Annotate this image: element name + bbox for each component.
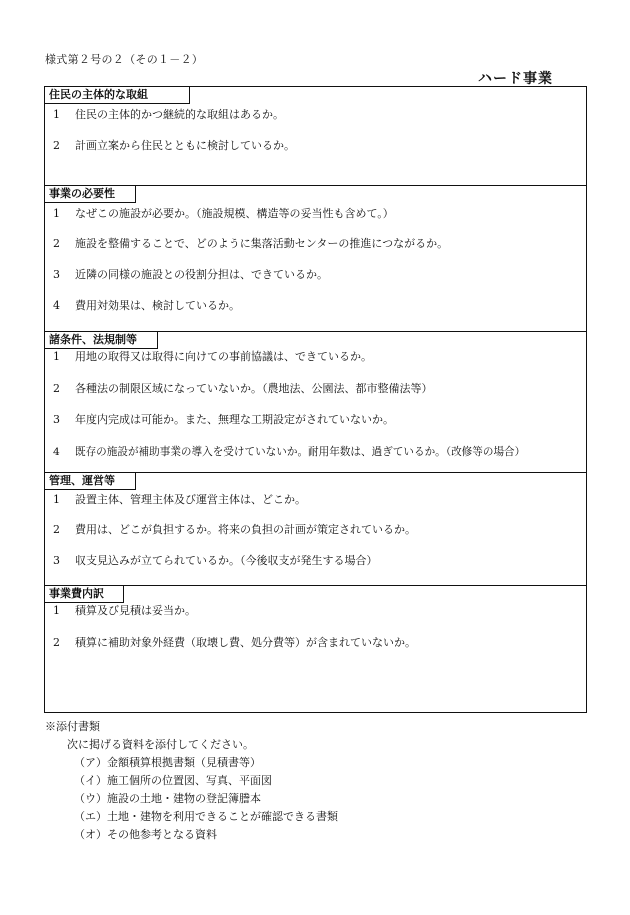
item-number: 1 — [53, 108, 60, 121]
item-text: 計画立案から住民とともに検討しているか。 — [75, 139, 295, 152]
attachment-item: （イ）施工個所の位置図、写真、平面図 — [74, 774, 272, 787]
checklist-item — [45, 299, 240, 313]
item-number: 2 — [53, 636, 60, 649]
item-number: 4 — [53, 299, 60, 312]
form-number: 様式第２号の２（その１－２） — [45, 53, 204, 66]
section-necessity — [45, 186, 586, 332]
item-text: 既存の施設が補助事業の導入を受けていないか。耐用年数は、過ぎているか。（改修等の場合） — [75, 446, 526, 458]
checklist-item — [45, 413, 394, 427]
item-text: 積算及び見積は妥当か。 — [75, 604, 196, 617]
item-number: 1 — [53, 604, 60, 617]
section-title: 事業費内訳 — [45, 586, 124, 603]
section-title: 諸条件、法規制等 — [45, 332, 158, 349]
attachments-heading: ※添付書類 — [45, 720, 100, 733]
item-text: 費用対効果は、検討しているか。 — [75, 299, 240, 312]
checklist-item — [45, 207, 394, 221]
section-resident-initiative — [45, 87, 586, 186]
checklist-item — [45, 445, 525, 459]
attachments-intro: 次に掲げる資料を添付してください。 — [67, 738, 254, 751]
item-text: 年度内完成は可能か。また、無理な工期設定がされていないか。 — [75, 413, 394, 426]
checklist-item — [45, 636, 416, 650]
item-text: なぜこの施設が必要か。（施設規模、構造等の妥当性も含めて。） — [75, 207, 394, 220]
item-text: 住民の主体的かつ継続的な取組はあるか。 — [75, 108, 284, 121]
item-text: 収支見込みが立てられているか。（今後収支が発生する場合） — [75, 554, 378, 567]
section-title: 事業の必要性 — [45, 186, 136, 203]
item-number: 3 — [53, 413, 60, 426]
checklist-item — [45, 554, 378, 568]
attachment-item: （ア）金額積算根拠書類（見積書等） — [74, 756, 261, 769]
section-conditions-regulations — [45, 332, 586, 473]
checklist-item — [45, 108, 284, 122]
checklist-item — [45, 604, 196, 618]
item-text: 積算に補助対象外経費（取壊し費、処分費等）が含まれていないか。 — [75, 636, 416, 649]
checklist-item — [45, 350, 372, 364]
section-management-operation — [45, 473, 586, 586]
checklist-item — [45, 382, 433, 396]
item-number: 2 — [53, 523, 60, 536]
item-text: 用地の取得又は取得に向けての事前協議は、できているか。 — [75, 350, 372, 363]
checklist-item — [45, 139, 295, 153]
checklist-item — [45, 237, 448, 251]
item-number: 1 — [53, 207, 60, 220]
checklist-item — [45, 493, 306, 507]
item-number: 2 — [53, 382, 60, 395]
item-number: 2 — [53, 237, 60, 250]
item-number: 1 — [53, 350, 60, 363]
checklist-frame — [44, 86, 587, 713]
attachment-item: （ウ）施設の土地・建物の登記簿謄本 — [74, 792, 261, 805]
attachment-item: （エ）土地・建物を利用できることが確認できる書類 — [74, 810, 338, 823]
item-text: 設置主体、管理主体及び運営主体は、どこか。 — [75, 493, 306, 506]
item-number: 1 — [53, 493, 60, 506]
item-text: 近隣の同様の施設との役割分担は、できているか。 — [75, 268, 328, 281]
item-number: 4 — [53, 446, 60, 458]
checklist-item — [45, 268, 328, 282]
item-text: 各種法の制限区域になっていないか。（農地法、公園法、都市整備法等） — [75, 382, 433, 395]
item-text: 費用は、どこが負担するか。将来の負担の計画が策定されているか。 — [75, 523, 416, 536]
item-number: 2 — [53, 139, 60, 152]
attachment-item: （オ）その他参考となる資料 — [74, 828, 217, 841]
item-text: 施設を整備することで、どのように集落活動センターの推進につながるか。 — [75, 237, 449, 250]
item-number: 3 — [53, 554, 60, 567]
document-category-title: ハード事業 — [478, 71, 553, 87]
section-title: 住民の主体的な取組 — [45, 87, 190, 104]
section-cost-breakdown — [45, 586, 586, 712]
item-number: 3 — [53, 268, 60, 281]
checklist-item — [45, 523, 416, 537]
section-title: 管理、運営等 — [45, 473, 136, 490]
